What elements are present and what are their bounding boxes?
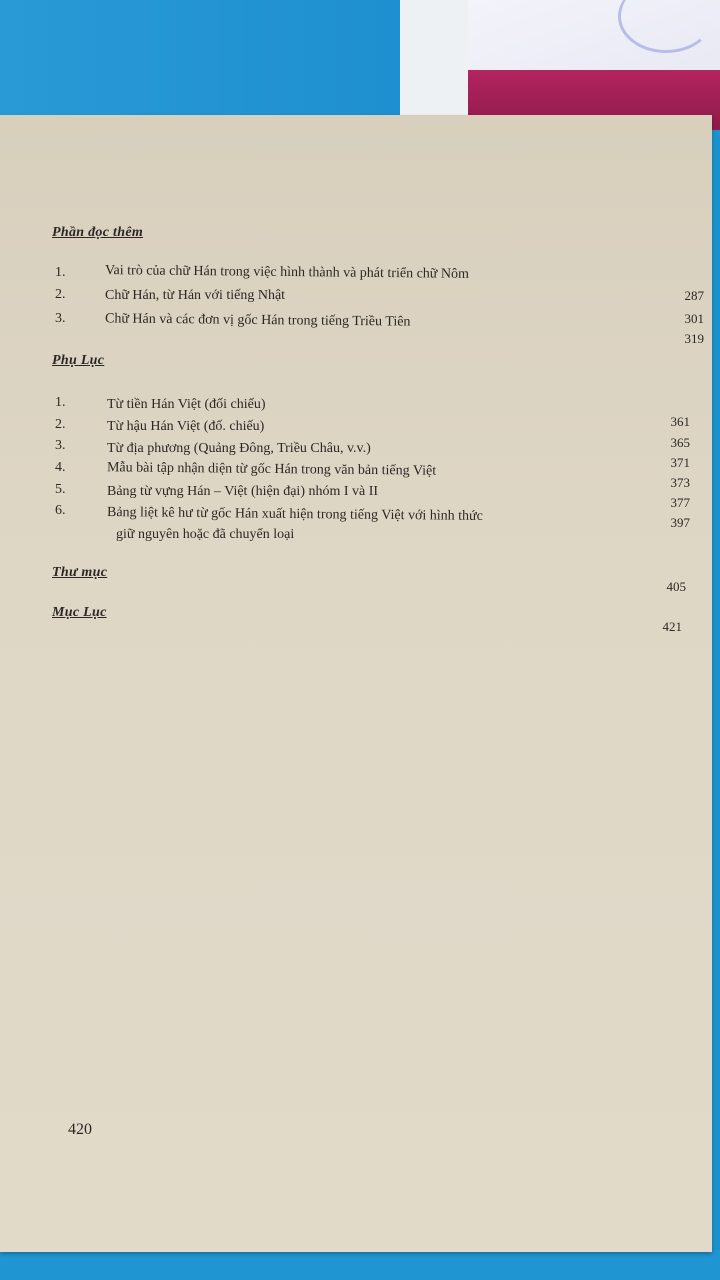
page-number: 405	[666, 579, 686, 594]
page-number: 377	[670, 495, 690, 510]
page-number: 287	[684, 288, 704, 303]
page-number: 361	[670, 414, 690, 429]
section-title-thu-muc: Thư mục	[52, 565, 108, 580]
item-number: 1.	[55, 395, 66, 410]
background-surface-bottom	[0, 1250, 720, 1280]
section-title-phu-luc: Phụ Lục	[52, 353, 105, 368]
item-number: 2.	[55, 287, 66, 302]
item-number: 6.	[55, 503, 66, 518]
toc-entry: Bảng từ vựng Hán – Việt (hiện đại) nhóm I và II	[107, 484, 379, 499]
page-number: 319	[684, 331, 704, 346]
toc-entry: Vai trò của chữ Hán trong việc hình thành và phát triển chữ Nôm	[104, 263, 469, 282]
item-number: 4.	[55, 460, 66, 475]
book-page	[0, 115, 712, 1252]
toc-entry: Chữ Hán và các đơn vị gốc Hán trong tiếng Triều Tiên	[104, 311, 411, 330]
toc-entry: Từ tiền Hán Việt (đối chiếu)	[107, 397, 266, 412]
page-number: 421	[662, 619, 682, 634]
toc-entry: Bảng liệt kê hư từ gốc Hán xuất hiện trong tiếng Việt với hình thức	[106, 505, 483, 524]
toc-entry: Từ địa phương (Quảng Đông, Triều Châu, v.v.)	[107, 441, 371, 456]
item-number: 2.	[55, 417, 66, 432]
item-number: 3.	[55, 438, 66, 453]
page-number: 373	[670, 475, 690, 490]
section-title-doc-them: Phần đọc thêm	[52, 225, 144, 240]
page-number: 301	[684, 311, 704, 326]
toc-entry: Từ hậu Hán Việt (đố. chiếu)	[107, 419, 265, 434]
section-title-muc-luc: Mục Lục	[52, 605, 107, 620]
item-number: 1.	[55, 265, 66, 280]
toc-entry: Mẫu bài tập nhận diện từ gốc Hán trong văn bản tiếng Việt	[106, 460, 437, 479]
page-number: 397	[670, 515, 690, 530]
toc-entry: Chữ Hán, từ Hán với tiếng Nhật	[105, 288, 286, 303]
toc-entry-continued: giữ nguyên hoặc đã chuyển loại	[116, 527, 295, 542]
item-number: 3.	[55, 311, 66, 326]
page-number: 371	[670, 455, 690, 470]
page-number: 365	[670, 435, 690, 450]
folio-page-number: 420	[68, 1121, 92, 1138]
item-number: 5.	[55, 482, 66, 497]
